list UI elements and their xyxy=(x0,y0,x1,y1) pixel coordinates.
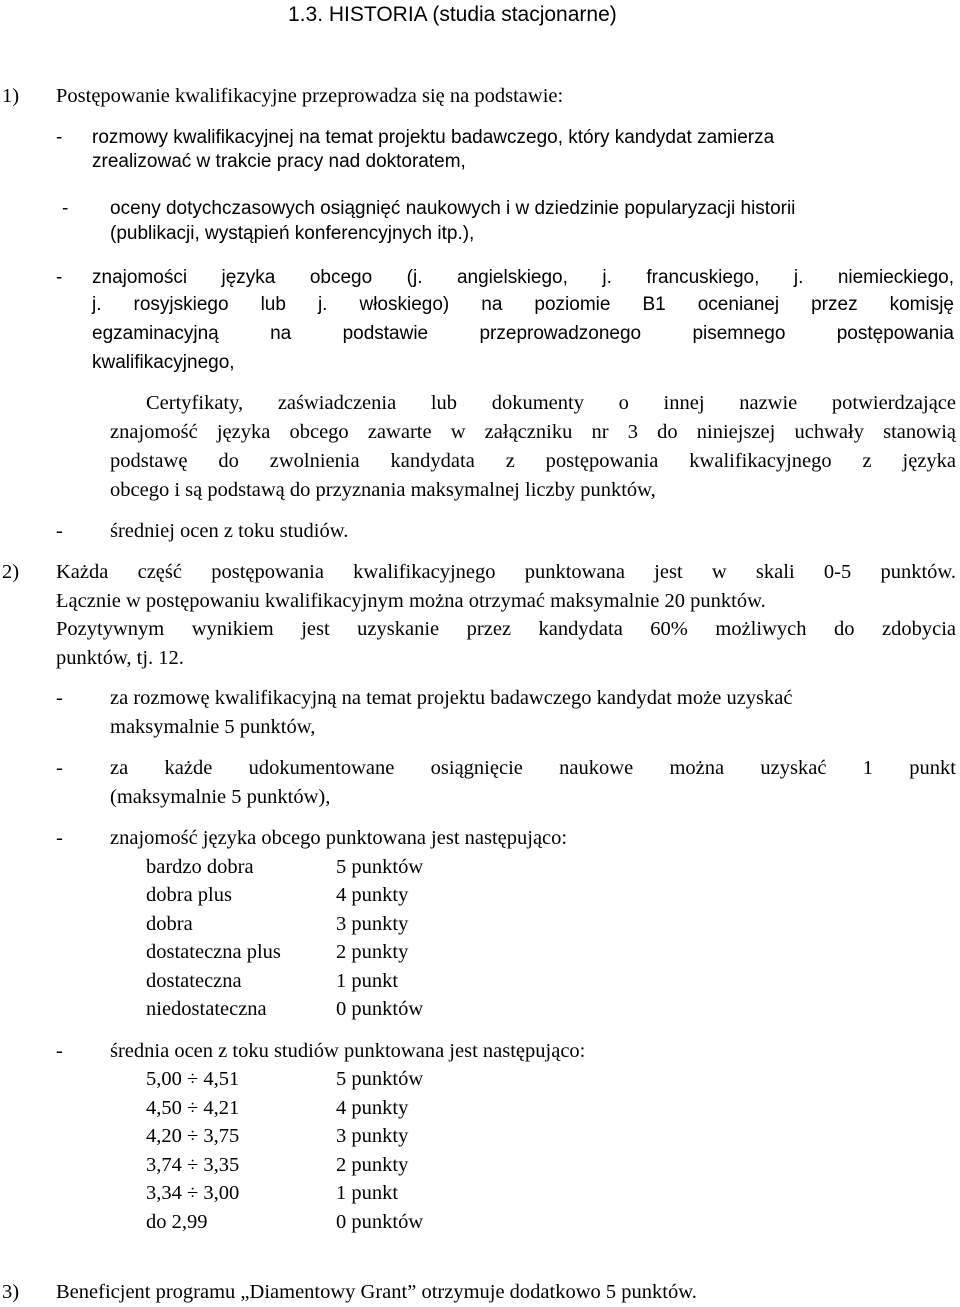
certificates-note-line2: znajomość języka obcego zawarte w załączniku nr 3 do niniejszej uchwały stanowią xyxy=(110,421,956,443)
section-3-number: 3) xyxy=(2,1281,20,1303)
average-range: 3,74 ÷ 3,35 xyxy=(146,1154,240,1176)
bullet-dash: - xyxy=(56,267,63,288)
scoring-line2: Łącznie w postępowaniu kwalifikacyjnym można otrzymać maksymalnie 20 punktów. xyxy=(56,590,766,612)
criterion-interview-line1 xyxy=(92,128,956,147)
criterion-language-line3: egzaminacyjną na podstawie przeprowadzonego pisemnego postępowania xyxy=(92,323,954,344)
average-points: 0 punktów xyxy=(336,1211,424,1233)
average-range: 4,20 ÷ 3,75 xyxy=(146,1125,240,1147)
points-language-heading: znajomość języka obcego punktowana jest następująco: xyxy=(110,827,568,849)
criterion-interview-text: rozmowy kwalifikacyjnej na temat projektu badawczego, który kandydat zamierza xyxy=(92,127,775,148)
criterion-language-line2: j. rosyjskiego lub j. włoskiego) na poziomie B1 ocenianej przez komisję xyxy=(92,294,954,315)
scoring-line1: Każda część postępowania kwalifikacyjnego punktowana jest w skali 0-5 punktów. xyxy=(56,561,956,583)
bullet-dash: - xyxy=(56,1040,63,1062)
points-interview-line2: maksymalnie 5 punktów, xyxy=(110,716,316,738)
bullet-dash: - xyxy=(62,198,69,219)
scoring-line3: Pozytywnym wynikiem jest uzyskanie przez kandydata 60% możliwych do zdobycia xyxy=(56,618,956,640)
criterion-achievements-line1: oceny dotychczasowych osiągnięć naukowych i w dziedzinie popularyzacji historii xyxy=(110,198,796,219)
average-range: 4,50 ÷ 4,21 xyxy=(146,1097,240,1119)
language-grade: niedostateczna xyxy=(146,998,267,1020)
average-points: 1 punkt xyxy=(336,1182,399,1204)
points-achievements-line2: (maksymalnie 5 punktów), xyxy=(110,786,331,808)
page-title: 1.3. HISTORIA (studia stacjonarne) xyxy=(288,3,617,26)
language-points: 1 punkt xyxy=(336,970,399,992)
language-points: 0 punktów xyxy=(336,998,424,1020)
language-grade: bardzo dobra xyxy=(146,856,254,878)
bullet-dash: - xyxy=(56,520,63,542)
average-range: 3,34 ÷ 3,00 xyxy=(146,1182,240,1204)
criterion-achievements-line2: (publikacji, wystąpień konferencyjnych itp.), xyxy=(110,223,475,244)
language-grade: dostateczna plus xyxy=(146,941,281,963)
section-2-number: 2) xyxy=(2,561,20,583)
average-range: 5,00 ÷ 4,51 xyxy=(146,1068,240,1090)
bullet-dash: - xyxy=(56,757,63,779)
average-range: do 2,99 xyxy=(146,1211,208,1233)
language-points: 4 punkty xyxy=(336,884,409,906)
average-points: 3 punkty xyxy=(336,1125,409,1147)
certificates-note-line3: podstawę do zwolnienia kandydata z postępowania kwalifikacyjnego z języka xyxy=(110,450,956,472)
bullet-dash: - xyxy=(56,687,63,709)
scoring-line4: punktów, tj. 12. xyxy=(56,647,184,669)
language-points: 5 punktów xyxy=(336,856,424,878)
criterion-interview-line2: zrealizować w trakcie pracy nad doktoratem, xyxy=(92,151,466,172)
language-grade: dostateczna xyxy=(146,970,242,992)
bullet-dash: - xyxy=(56,827,63,849)
language-grade: dobra xyxy=(146,913,193,935)
points-interview-line1: za rozmowę kwalifikacyjną na temat projektu badawczego kandydat może uzyskać xyxy=(110,687,793,709)
criterion-grade-average: średniej ocen z toku studiów. xyxy=(110,520,349,542)
average-points: 5 punktów xyxy=(336,1068,424,1090)
language-points: 2 punkty xyxy=(336,941,409,963)
language-points: 3 punkty xyxy=(336,913,409,935)
average-points: 4 punkty xyxy=(336,1097,409,1119)
language-grade: dobra plus xyxy=(146,884,232,906)
criterion-language-line4: kwalifikacyjnego, xyxy=(92,352,235,373)
bonus-points: Beneficjent programu „Diamentowy Grant” otrzymuje dodatkowo 5 punktów. xyxy=(56,1281,697,1303)
points-achievements-line1: za każde udokumentowane osiągnięcie naukowe można uzyskać 1 punkt xyxy=(110,757,956,779)
average-points: 2 punkty xyxy=(336,1154,409,1176)
section-1-number: 1) xyxy=(2,85,20,107)
section-1-intro: Postępowanie kwalifikacyjne przeprowadza się na podstawie: xyxy=(56,85,564,107)
criterion-language-line1: znajomości języka obcego (j. angielskiego, j. francuskiego, j. niemieckiego, xyxy=(92,267,954,288)
points-average-heading: średnia ocen z toku studiów punktowana jest następująco: xyxy=(110,1040,586,1062)
certificates-note-line4: obcego i są podstawą do przyznania maksymalnej liczby punktów, xyxy=(110,479,656,501)
bullet-dash: - xyxy=(56,127,63,148)
certificates-note-line1: Certyfikaty, zaświadczenia lub dokumenty o innej nazwie potwierdzające xyxy=(146,392,956,414)
